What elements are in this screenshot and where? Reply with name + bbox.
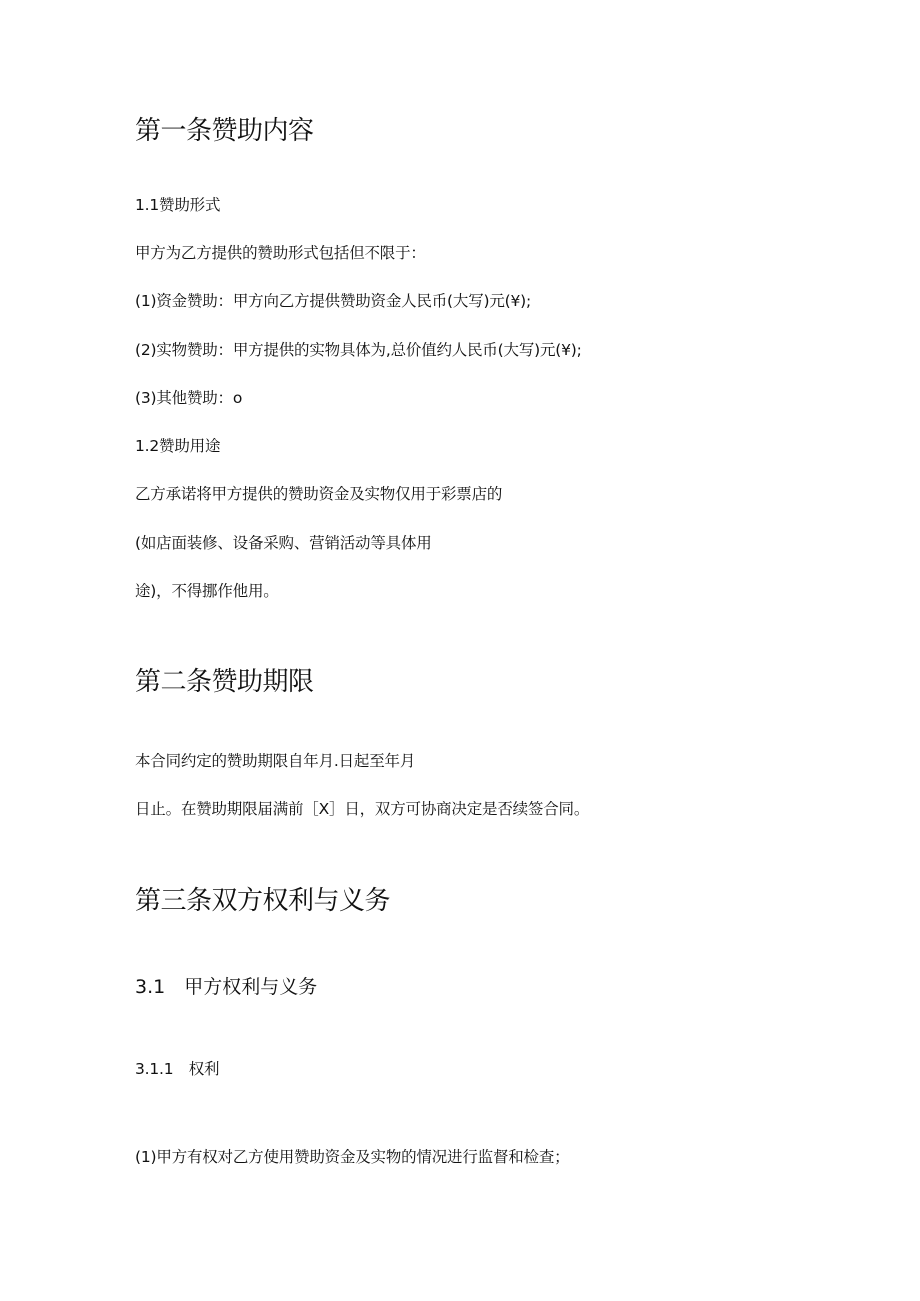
usage-line: (如店面装修、设备采购、营销活动等具体用: [135, 534, 432, 552]
section-1-1-intro: 甲方为乙方提供的赞助形式包括但不限于：: [135, 244, 426, 262]
sponsorship-item-funds: (1)资金赞助：甲方向乙方提供赞助资金人民币(大写)元(¥);: [135, 292, 532, 310]
sponsorship-item-goods: (2)实物赞助：甲方提供的实物具体为,总价值约人民币(大写)元(¥);: [135, 341, 582, 359]
section-3-1-heading: 3.1 甲方权利与义务: [135, 976, 318, 998]
article-2-title: 第二条赞助期限: [135, 667, 314, 697]
article-3-title: 第三条双方权利与义务: [135, 886, 391, 916]
term-line: 本合同约定的赞助期限自年月.日起至年月: [135, 752, 416, 770]
section-3-1-1-heading: 3.1.1 权利: [135, 1060, 220, 1078]
section-1-2-heading: 1.2赞助用途: [135, 437, 221, 455]
rights-item: (1)甲方有权对乙方使用赞助资金及实物的情况进行监督和检查；: [135, 1148, 570, 1166]
sponsorship-item-other: (3)其他赞助：o: [135, 389, 243, 407]
section-1-1-heading: 1.1赞助形式: [135, 196, 221, 214]
article-1-title: 第一条赞助内容: [135, 116, 314, 146]
term-line: 日止。在赞助期限届满前［X］日，双方可协商决定是否续签合同。: [135, 800, 590, 818]
usage-line: 途)，不得挪作他用。: [135, 582, 279, 600]
usage-line: 乙方承诺将甲方提供的赞助资金及实物仅用于彩票店的: [135, 485, 503, 503]
